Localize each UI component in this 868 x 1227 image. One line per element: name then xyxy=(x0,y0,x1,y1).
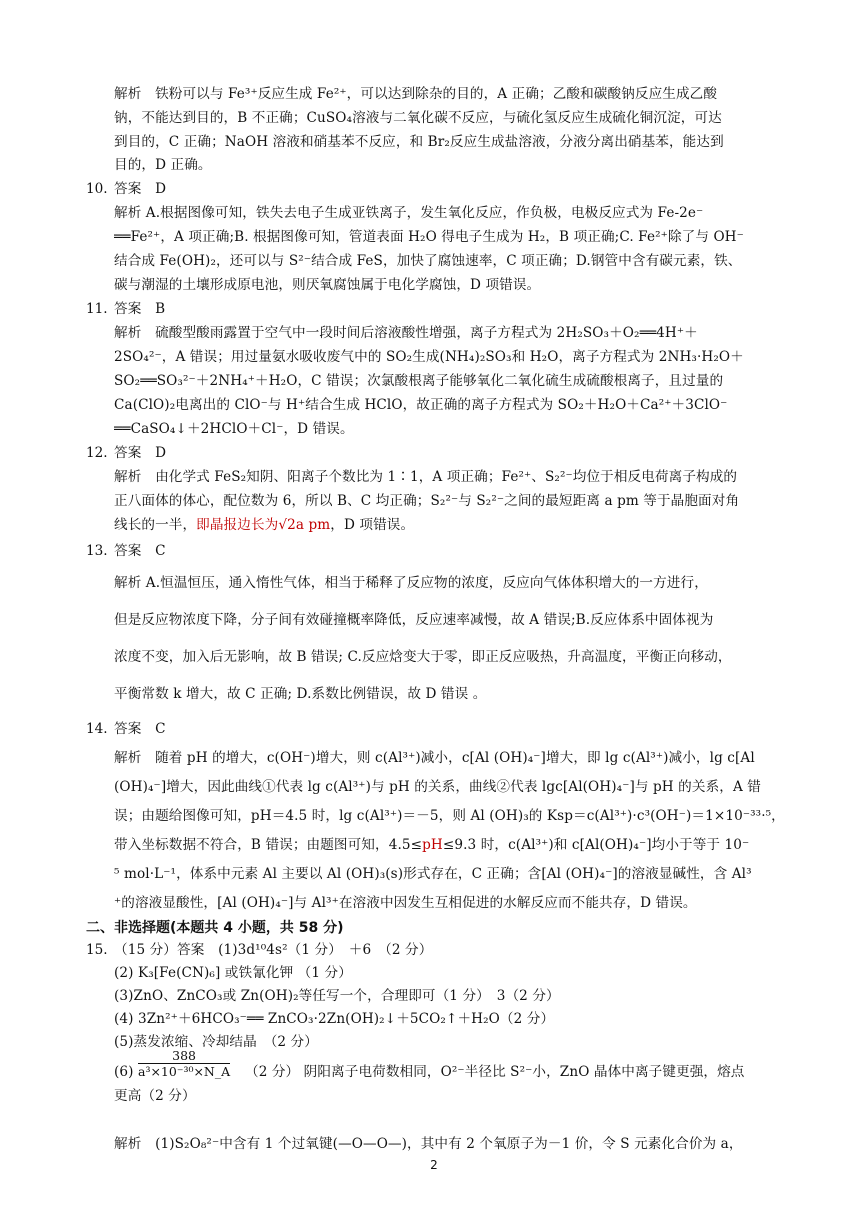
text-line: ⁵ mol·L⁻¹，体系中元素 Al 主要以 Al (OH)₃(s)形式存在，C 正确；含[Al (OH)₄⁻]的溶液显碱性，含 Al³ xyxy=(114,866,752,882)
section-heading: 二、非选择题(本题共 4 小题，共 58 分) xyxy=(86,920,344,936)
question-number: 15. xyxy=(86,942,108,958)
text-line xyxy=(114,515,788,535)
answer-line: 答案 D xyxy=(114,445,167,461)
question-number: 13. xyxy=(86,543,108,559)
text-line: ══CaSO₄↓＋2HClO＋Cl⁻，D 错误。 xyxy=(114,421,354,437)
page-number: 2 xyxy=(430,1158,438,1172)
text-line: (OH)₄⁻]增大，因此曲线①代表 lg c(Al³⁺)与 pH 的关系，曲线②代表 lgc[Al(OH)₄⁻]与 pH 的关系，A 错 xyxy=(114,779,761,795)
text-line: 解析 硫酸型酸雨露置于空气中一段时间后溶液酸性增强，离子方程式为 2H₂SO₃＋O₂══4H⁺＋ xyxy=(114,325,698,341)
text-line: (4) 3Zn²⁺＋6HCO₃⁻══ ZnCO₃·2Zn(OH)₂↓＋5CO₂↑＋H₂O（2 分） xyxy=(114,1011,555,1027)
text-line: 解析 (1)S₂O₈²⁻中含有 1 个过氧键(—O—O—)，其中有 2 个氧原子为－1 价，令 S 元素化合价为 a， xyxy=(114,1136,743,1152)
text-line: 更高（2 分） xyxy=(114,1088,196,1104)
highlighted-text: 即晶报边长为√2a pm xyxy=(196,517,331,533)
text-line: 解析 由化学式 FeS₂知阴、阳离子个数比为 1∶1，A 项正确；Fe²⁺、S₂²⁻均位于相反电荷离子构成的 xyxy=(114,469,738,485)
fraction-numerator: 388 xyxy=(138,1048,230,1064)
text-line: 2SO₄²⁻，A 错误；用过量氨水吸收废气中的 SO₂生成(NH₄)₂SO₃和 H₂O，离子方程式为 2NH₃·H₂O＋ xyxy=(114,349,744,365)
text-line: ══Fe²⁺，A 项正确;B. 根据图像可知，管道表面 H₂O 得电子生成为 H₂，B 项正确;C. Fe²⁺除了与 OH⁻ xyxy=(114,229,744,245)
text-line: 解析 随着 pH 的增大，c(OH⁻)增大，则 c(Al³⁺)减小，c[Al (OH)₄⁻]增大，即 lg c(Al³⁺)减小，lg c[Al xyxy=(114,750,755,766)
text-line: Ca(ClO)₂电离出的 ClO⁻与 H⁺结合生成 HClO，故正确的离子方程式为 SO₂＋H₂O＋Ca²⁺＋3ClO⁻ xyxy=(114,397,728,413)
text-line: 误；由题给图像可知，pH＝4.5 时，lg c(Al³⁺)＝－5，则 Al (OH)₃的 Ksp＝c(Al³⁺)·c³(OH⁻)＝1×10⁻³³·⁵， xyxy=(114,808,785,824)
text-line: 结合成 Fe(OH)₂，还可以与 S²⁻结合成 FeS，加快了腐蚀速率，C 项正确；D.钢管中含有碳元素，铁、 xyxy=(114,253,742,269)
text-segment: ≤9.3 时，c(Al³⁺)和 c[Al(OH)₄⁻]均小于等于 10⁻ xyxy=(442,837,750,853)
question-number: 14. xyxy=(86,721,108,737)
text-line: 正八面体的体心，配位数为 6，所以 B、C 均正确；S₂²⁻与 S₂²⁻之间的最短距离 a pm 等于晶胞面对角 xyxy=(114,493,740,509)
highlighted-text: pH xyxy=(422,837,443,853)
text-line: 平衡常数 k 增大，故 C 正确; D.系数比例错误，故 D 错误 。 xyxy=(114,686,487,702)
fraction-denominator: a³×10⁻³⁰×N_A xyxy=(138,1064,231,1079)
answer-line: （15 分）答案 (1)3d¹⁰4s²（1 分） ＋6 （2 分） xyxy=(114,942,433,958)
question-number: 12. xyxy=(86,445,108,461)
text-line: 目的，D 正确。 xyxy=(114,157,212,173)
text-line: (5)蒸发浓缩、冷却结晶 （2 分） xyxy=(114,1034,318,1050)
text-line: 解析 A.恒温恒压，通入惰性气体，相当于稀释了反应物的浓度，反应向气体体积增大的一方进行， xyxy=(114,575,708,591)
text-line: ⁺的溶液显酸性，[Al (OH)₄⁻]与 Al³⁺在溶液中因发生互相促进的水解反应而不能共存，D 错误。 xyxy=(114,895,697,911)
text-line: 但是反应物浓度下降，分子间有效碰撞概率降低，反应速率减慢，故 A 错误;B.反应体系中固体视为 xyxy=(114,612,714,628)
answer-line: 答案 D xyxy=(114,181,167,197)
text-line: 解析 铁粉可以与 Fe³⁺反应生成 Fe²⁺，可以达到除杂的目的，A 正确；乙酸和碳酸钠反应生成乙酸 xyxy=(114,86,718,102)
answer-line: 答案 B xyxy=(114,301,166,317)
text-line: （2 分） 阴阳离子电荷数相同，O²⁻半径比 S²⁻小，ZnO 晶体中离子键更强，熔点 xyxy=(245,1064,745,1080)
text-segment: 线长的一半， xyxy=(114,517,197,533)
text-line: SO₂══SO₃²⁻＋2NH₄⁺＋H₂O，C 错误；次氯酸根离子能够氧化二氧化硫生成硫酸根离子，且过量的 xyxy=(114,373,724,389)
text-line: 浓度不变，加入后无影响，故 B 错误; C.反应焓变大于零，即正反应吸热，升高温度，平衡正向移动， xyxy=(114,649,732,665)
text-line: (2) K₃[Fe(CN)₆] 或铁氰化钾 （1 分） xyxy=(114,965,352,981)
text-segment: 带入坐标数据不符合，B 错误；由题图可知，4.5≤ xyxy=(114,837,423,853)
text-segment: ，D 项错误。 xyxy=(330,517,415,533)
text-line: 解析 A.根据图像可知，铁失去电子生成亚铁离子，发生氧化反应，作负极，电极反应式为 Fe-2e⁻ xyxy=(114,205,704,221)
fraction-expression xyxy=(138,1048,230,1079)
question-number: 10. xyxy=(86,181,108,197)
text-segment: (6) xyxy=(114,1064,134,1080)
text-line: (3)ZnO、ZnCO₃或 Zn(OH)₂等任写一个，合理即可（1 分） 3（2 分） xyxy=(114,988,560,1004)
question-number: 11. xyxy=(86,301,108,317)
text-line xyxy=(114,835,788,855)
text-line: 碳与潮湿的土壤形成原电池，则厌氧腐蚀属于电化学腐蚀，D 项错误。 xyxy=(114,277,541,293)
answer-line: 答案 C xyxy=(114,543,166,559)
text-line: 到目的，C 正确；NaOH 溶液和硝基苯不反应，和 Br₂反应生成盐溶液，分液分离出硝基苯，能达到 xyxy=(114,134,724,150)
answer-line: 答案 C xyxy=(114,721,166,737)
text-line: 钠，不能达到目的，B 不正确；CuSO₄溶液与二氧化碳不反应，与硫化氢反应生成硫化铜沉淀，可达 xyxy=(114,110,722,126)
